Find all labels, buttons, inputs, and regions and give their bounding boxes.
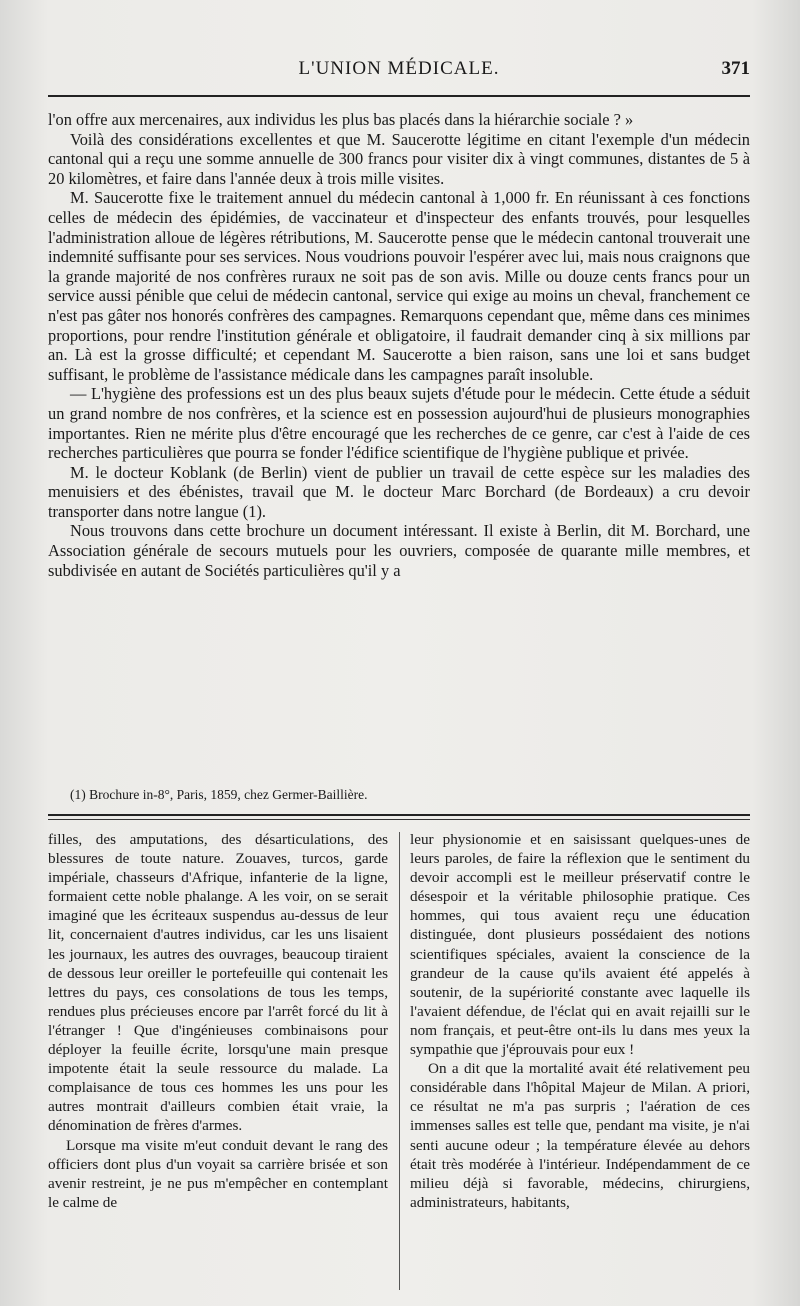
paragraph: Nous trouvons dans cette brochure un document intéressant. Il existe à Berlin, dit M. Borchard, une Association générale de secours mutuels pour les ouvriers, composée de quarante mille membres, et subdivisée en autant de Sociétés particulières qu'il y a [48,521,750,580]
right-column [410,830,750,1290]
column-paragraph: Lorsque ma visite m'eut conduit devant le rang des officiers dont plus d'un voyait sa carrière brisée et son avenir restreint, je ne pus m'empêcher en contemplant le calme de [48,1136,388,1211]
running-head [48,58,750,86]
column-paragraph: leur physionomie et en saisissant quelques-unes de leurs paroles, de faire la réflexion que le sentiment du devoir accompli est le meilleur préservatif contre le désespoir et la véritable philosophie pratique. Ces hommes, qui tous avaient reçu une éducation distinguée, dont plusieurs possédaient des notions scientifiques spéciales, avaient la conscience de la grandeur de la cause qu'ils avaient été appelés à soutenir, de la supériorité constante avec laquelle ils l'avaient défendue, de l'éclat qui en avait rejailli sur le nom français, et peut-être ont-ils lu dans mes yeux la sympathie que j'éprouvais pour eux ! [410,831,750,1059]
column-divider [399,832,400,1290]
paragraph: l'on offre aux mercenaires, aux individus les plus bas placés dans la hiérarchie sociale ? » [48,110,634,129]
left-column [48,830,388,1290]
column-paragraph: On a dit que la mortalité avait été relativement peu considérable dans l'hôpital Majeur de Milan. A priori, ce résultat ne m'a pas surpris ; l'aération de ces immenses salles est telle que, pendant ma visite, je n'ai senti aucune odeur ; la température élevée au dehors était très modérée à l'intérieur. Indépendamment de ce milieu déjà si favorable, médecins, chirurgiens, administrateurs, habitants, [410,1060,750,1211]
column-paragraph: filles, des amputations, des désarticulations, des blessures de toute nature. Zouaves, turcos, garde impériale, chasseurs d'Afrique, infanterie de la ligne, formaient cette noble phalange. A les voir, on se serait imaginé que les écriteaux suspendus au-dessus de leur lit, concernaient d'autres individus, car les uns lisaient les journaux, les autres des ouvrages, beaucoup tiraient de dessous leur oreiller le portefeuille qui contenait les lettres du pays, ces consolations de tous les temps, rendues plus précieuses encore par l'arrêt forcé du lit à l'étranger ! Que d'ingénieuses combinaisons pour déployer la feuille écrite, lorsqu'une main presque impotente était la seule ressource du malade. La complaisance de tous ces hommes les uns pour les autres montrait d'ailleurs combien était vraie, la dénomination de frères d'armes. [48,831,388,1135]
feuilleton-rule-thin [48,819,750,820]
page-number: 371 [721,58,750,79]
paragraph: Voilà des considérations excellentes et que M. Saucerotte légitime en citant l'exemple d'un médecin cantonal qui a reçu une somme annuelle de 300 francs pour visiter dix à vingt communes, distantes de 5 à 20 kilomètres, et faire dans l'année deux à trois mille visites. [48,129,750,188]
main-text [48,110,750,580]
paragraph: M. Saucerotte fixe le traitement annuel du médecin cantonal à 1,000 fr. En réunissant à ces fonctions celles de médecin des épidémies, de vaccinateur et d'inspecteur des enfants trouvés, pour lesquelles l'administration alloue de légères rétributions, M. Saucerotte pense que le médecin cantonal trouverait une indemnité suffisante pour ses services. Nous voudrions pouvoir l'espérer avec lui, mais nous craignons que la grande majorité de nos confrères ruraux ne soit pas de son avis. Mille ou douze cents francs pour un service aussi pénible que celui de médecin cantonal, service qui exige au moins un cheval, franchement ce n'est pas gâter nos honorés confrères des campagnes. Remarquons cependant que, même dans ces minimes proportions, pour rendre l'institution générale et obligatoire, il faudrait demander cinq à six millions par an. Là est la grosse difficulté; et cependant M. Saucerotte a bien raison, sans une loi et sans budget suffisant, le problème de l'assistance médicale dans les campagnes paraît insoluble. [48,188,750,384]
footnote: (1) Brochure in-8°, Paris, 1859, chez Germer-Baillière. [70,787,368,802]
feuilleton-columns [48,830,750,1290]
paragraph: — L'hygiène des professions est un des plus beaux sujets d'étude pour le médecin. Cette étude a séduit un grand nombre de nos confrères, et la science est en possession aujourd'hui de plusieurs monographies importantes. Rien ne mérite plus d'être encouragé que les recherches de ce genre, car c'est à l'aide de ces recherches particulières que pourra se fonder l'édifice scientifique de l'hygiène publique et privée. [48,384,750,463]
header-rule [48,95,750,97]
running-title: L'UNION MÉDICALE. [298,58,500,79]
feuilleton-rule [48,814,750,816]
paragraph: M. le docteur Koblank (de Berlin) vient de publier un travail de cette espèce sur les maladies des menuisiers et des ébénistes, travail que M. le docteur Marc Borchard (de Bordeaux) a cru devoir transporter dans notre langue (1). [48,462,750,521]
